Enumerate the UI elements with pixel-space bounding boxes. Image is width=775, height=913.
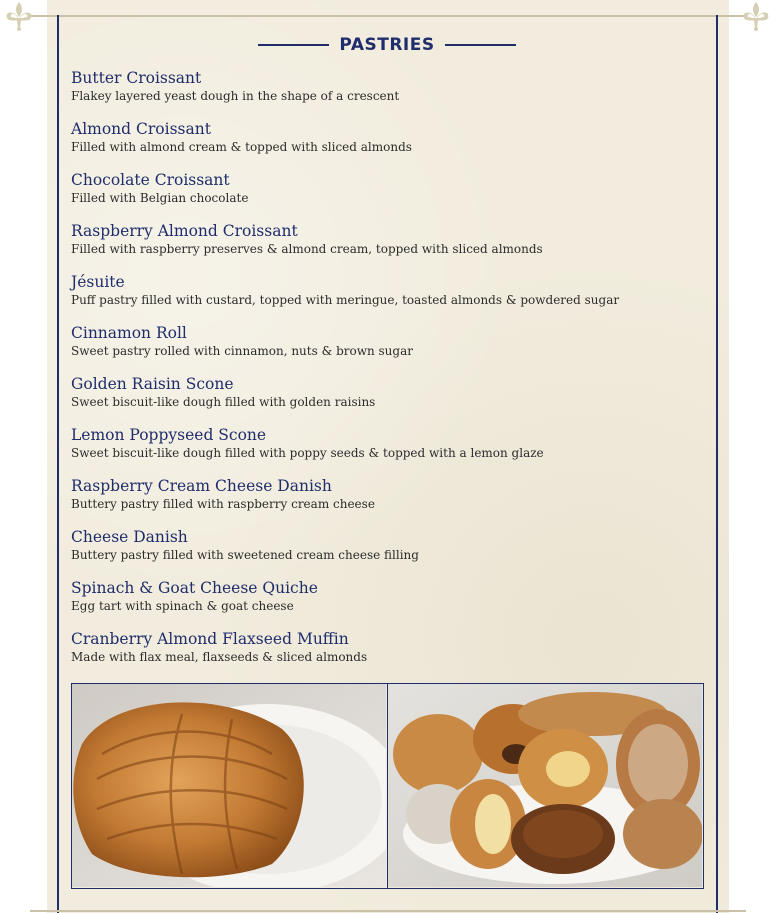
menu-item (71, 425, 711, 476)
menu-item-name: Cinnamon Roll (71, 324, 187, 342)
menu-item (71, 476, 711, 527)
menu-item-name: Raspberry Almond Croissant (71, 222, 298, 240)
top-border-line (30, 15, 746, 17)
menu-item-name: Chocolate Croissant (71, 171, 230, 189)
pastry-assortment-photo (387, 683, 704, 889)
menu-item-description: Buttery pastry filled with sweetened cream cheese filling (71, 548, 419, 562)
fleur-de-lis-icon (2, 0, 36, 32)
menu-item (71, 629, 711, 680)
left-border-rule (57, 15, 59, 913)
menu-item-description: Flakey layered yeast dough in the shape of a crescent (71, 89, 400, 103)
menu-item-name: Almond Croissant (71, 120, 211, 138)
muffin (623, 799, 702, 869)
menu-item (71, 68, 711, 119)
section-title: PASTRIES (339, 35, 435, 55)
menu-item-description: Filled with almond cream & topped with sliced almonds (71, 140, 412, 154)
croissant-illustration (72, 684, 386, 887)
menu-item-name: Butter Croissant (71, 69, 202, 87)
menu-item-description: Sweet biscuit-like dough filled with poppy seeds & topped with a lemon glaze (71, 446, 544, 460)
croissant (393, 714, 483, 794)
menu-item-list (71, 68, 711, 680)
menu-item (71, 272, 711, 323)
heading-rule-left (258, 44, 329, 46)
menu-item-description: Sweet pastry rolled with cinnamon, nuts & brown sugar (71, 344, 413, 358)
menu-item (71, 119, 711, 170)
menu-item-name: Golden Raisin Scone (71, 375, 234, 393)
menu-item (71, 323, 711, 374)
croissant-photo (71, 683, 388, 889)
fleur-de-lis-icon (739, 0, 773, 32)
menu-item-description: Filled with Belgian chocolate (71, 191, 249, 205)
menu-item-name: Cheese Danish (71, 528, 188, 546)
menu-item-description: Filled with raspberry preserves & almond cream, topped with sliced almonds (71, 242, 543, 256)
menu-item-name: Raspberry Cream Cheese Danish (71, 477, 332, 495)
menu-item-description: Buttery pastry filled with raspberry cream cheese (71, 497, 375, 511)
menu-item-description: Made with flax meal, flaxseeds & sliced almonds (71, 650, 368, 664)
menu-item (71, 374, 711, 425)
bottom-border-line (30, 910, 746, 912)
menu-item-name: Jésuite (71, 273, 125, 291)
menu-item (71, 578, 711, 629)
pastry-assortment-illustration (388, 684, 702, 887)
menu-item-name: Cranberry Almond Flaxseed Muffin (71, 630, 349, 648)
menu-item (71, 527, 711, 578)
menu-item-name: Spinach & Goat Cheese Quiche (71, 579, 318, 597)
menu-item (71, 221, 711, 272)
section-heading (258, 34, 516, 56)
right-border-rule (716, 15, 718, 913)
menu-item-description: Sweet biscuit-like dough filled with golden raisins (71, 395, 376, 409)
menu-item-name: Lemon Poppyseed Scone (71, 426, 267, 444)
menu-item-description: Puff pastry filled with custard, topped with meringue, toasted almonds & powdered sugar (71, 293, 620, 307)
heading-rule-right (445, 44, 516, 46)
menu-item (71, 170, 711, 221)
menu-item-description: Egg tart with spinach & goat cheese (71, 599, 294, 613)
